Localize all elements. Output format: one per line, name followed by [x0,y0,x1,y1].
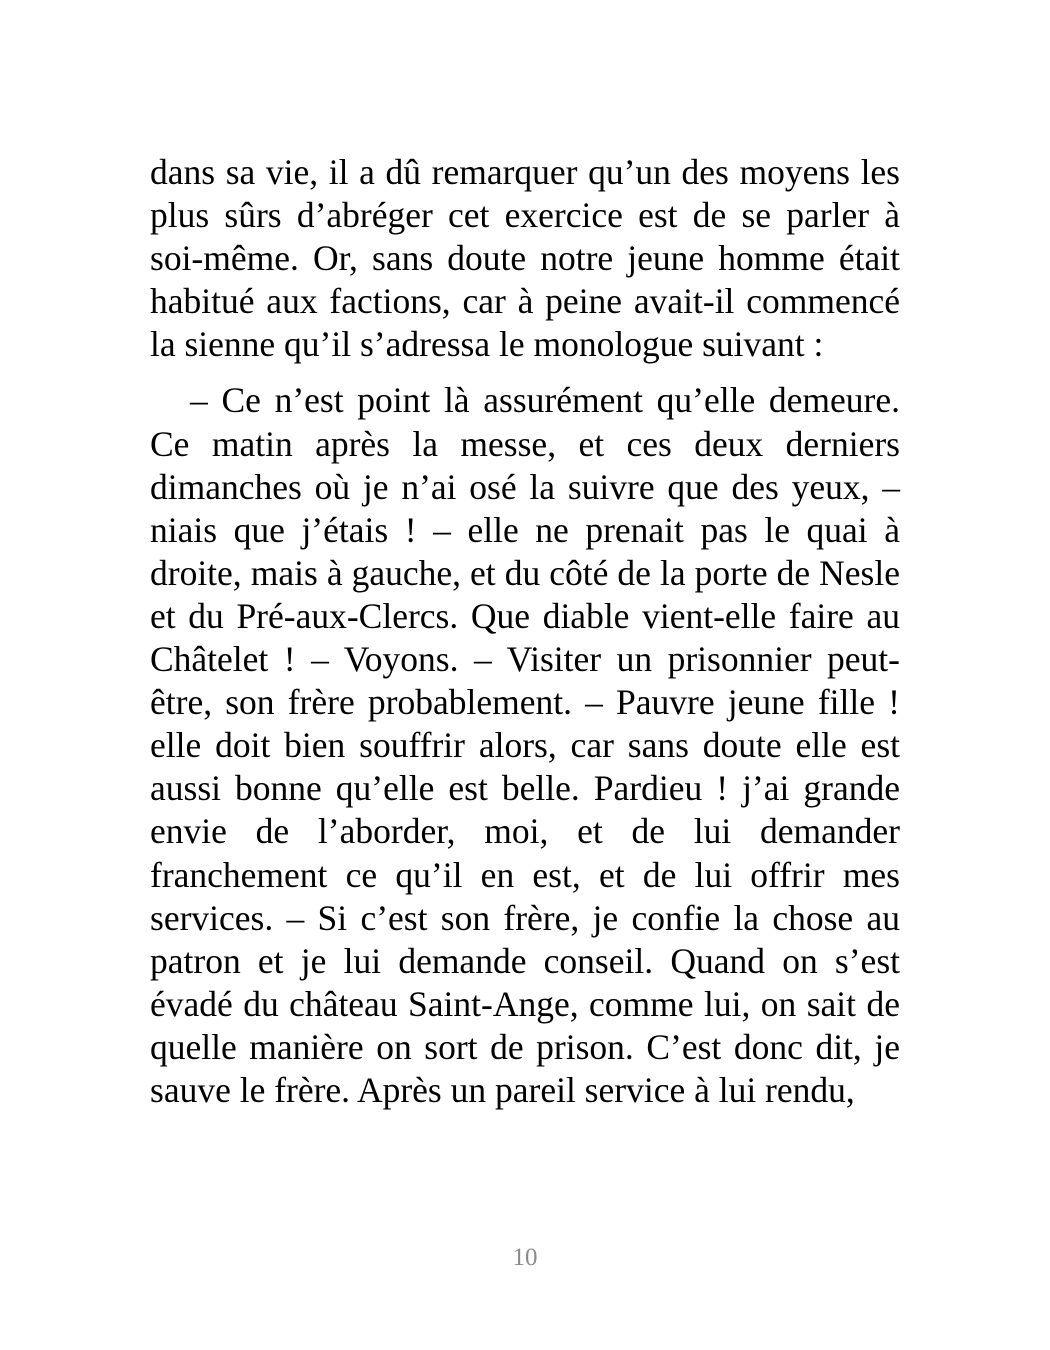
body-text [150,151,900,1112]
page-number: 10 [512,1244,538,1271]
paragraph-narration: dans sa vie, il a dû remarquer qu’un des moyens les plus sûrs d’abréger cet exercice est de se parler à soi-même. Or, sans doute notre jeune homme était habitué aux factions, car à peine avait-il commencé la sienne qu’il s’adressa le monologue suivant : [150,152,900,365]
paragraph-monologue: – Ce n’est point là assurément qu’elle demeure. Ce matin après la messe, et ces deux derniers dimanches où je n’ai osé la suivre que des yeux, – niais que j’étais ! – elle ne prenait pas le quai à droite, mais à gauche, et du côté de la porte de Nesle et du Pré-aux-Clercs. Que diable vient-elle faire au Châtelet ! – Voyons. – Visiter un prisonnier peut-être, son frère probablement. – Pauvre jeune fille ! elle doit bien souffrir alors, car sans doute elle est aussi bonne qu’elle est belle. Pardieu ! j’ai grande envie de l’aborder, moi, et de lui demander franchement ce qu’il en est, et de lui offrir mes services. – Si c’est son frère, je confie la chose au patron et je lui demande conseil. Quand on s’est évadé du château Saint-Ange, comme lui, on sait de quelle manière on sort de prison. C’est donc dit, je sauve le frère. Après un pareil service à lui rendu, [150,380,900,1110]
